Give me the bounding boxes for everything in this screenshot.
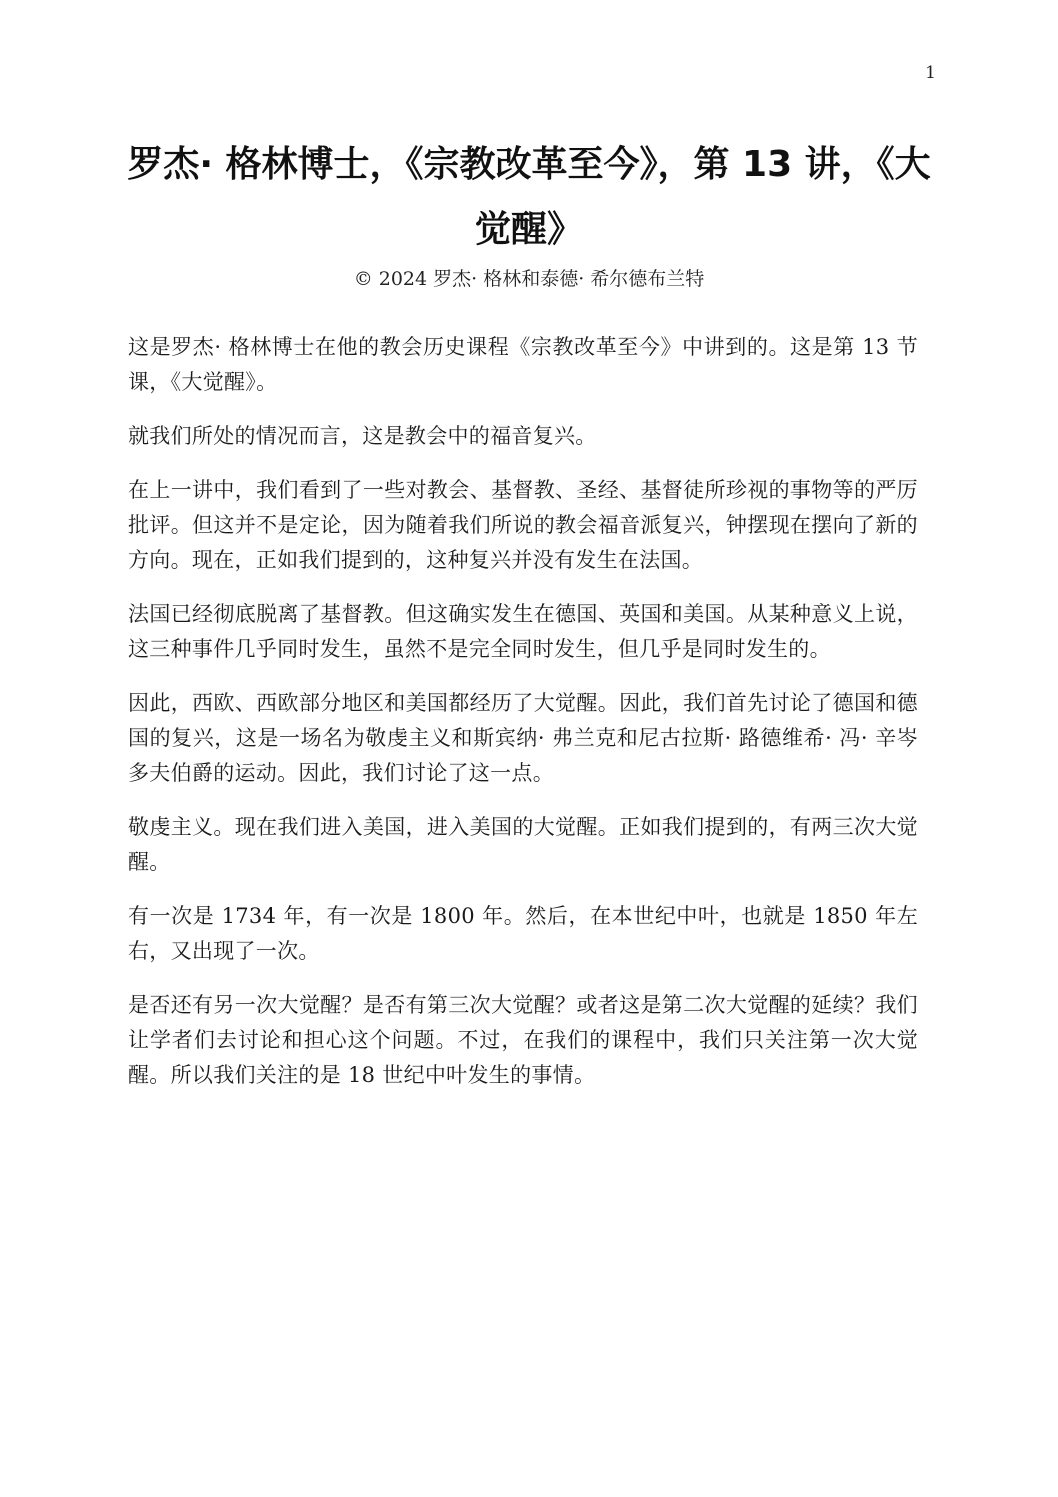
paragraph-2: 就我们所处的情况而言，这是教会中的福音复兴。: [128, 424, 597, 448]
paragraph-7: 有一次是 1734 年，有一次是 1800 年。然后，在本世纪中叶，也就是 1850 年左右，又出现了一次。: [128, 904, 918, 963]
paragraph-5: 因此，西欧、西欧部分地区和美国都经历了大觉醒。因此，我们首先讨论了德国和德国的复兴，这是一场名为敬虔主义和斯宾纳· 弗兰克和尼古拉斯· 路德维希· 冯· 辛岑多夫伯爵的运动。因此，我们讨论了这一点。: [128, 691, 918, 785]
document-title: 罗杰· 格林博士，《宗教改革至今》，第 13 讲，《大觉醒》: [127, 144, 931, 250]
copyright-line: © 2024 罗杰· 格林和泰德· 希尔德布兰特: [353, 268, 705, 290]
page-number: 1: [925, 63, 936, 83]
paragraph-6: 敬虔主义。现在我们进入美国，进入美国的大觉醒。正如我们提到的，有两三次大觉醒。: [128, 815, 918, 874]
paragraph-8: 是否还有另一次大觉醒？是否有第三次大觉醒？或者这是第二次大觉醒的延续？我们让学者们去讨论和担心这个问题。不过，在我们的课程中，我们只关注第一次大觉醒。所以我们关注的是 18 世纪中叶发生的事情。: [128, 993, 918, 1087]
paragraph-3: 在上一讲中，我们看到了一些对教会、基督教、圣经、基督徒所珍视的事物等的严厉批评。但这并不是定论，因为随着我们所说的教会福音派复兴，钟摆现在摆向了新的方向。现在，正如我们提到的，这种复兴并没有发生在法国。: [128, 478, 918, 572]
paragraph-4: 法国已经彻底脱离了基督教。但这确实发生在德国、英国和美国。从某种意义上说，这三种事件几乎同时发生，虽然不是完全同时发生，但几乎是同时发生的。: [128, 602, 918, 661]
paragraph-1: 这是罗杰· 格林博士在他的教会历史课程《宗教改革至今》中讲到的。这是第 13 节课，《大觉醒》。: [128, 335, 918, 394]
body-text: [128, 330, 918, 1112]
